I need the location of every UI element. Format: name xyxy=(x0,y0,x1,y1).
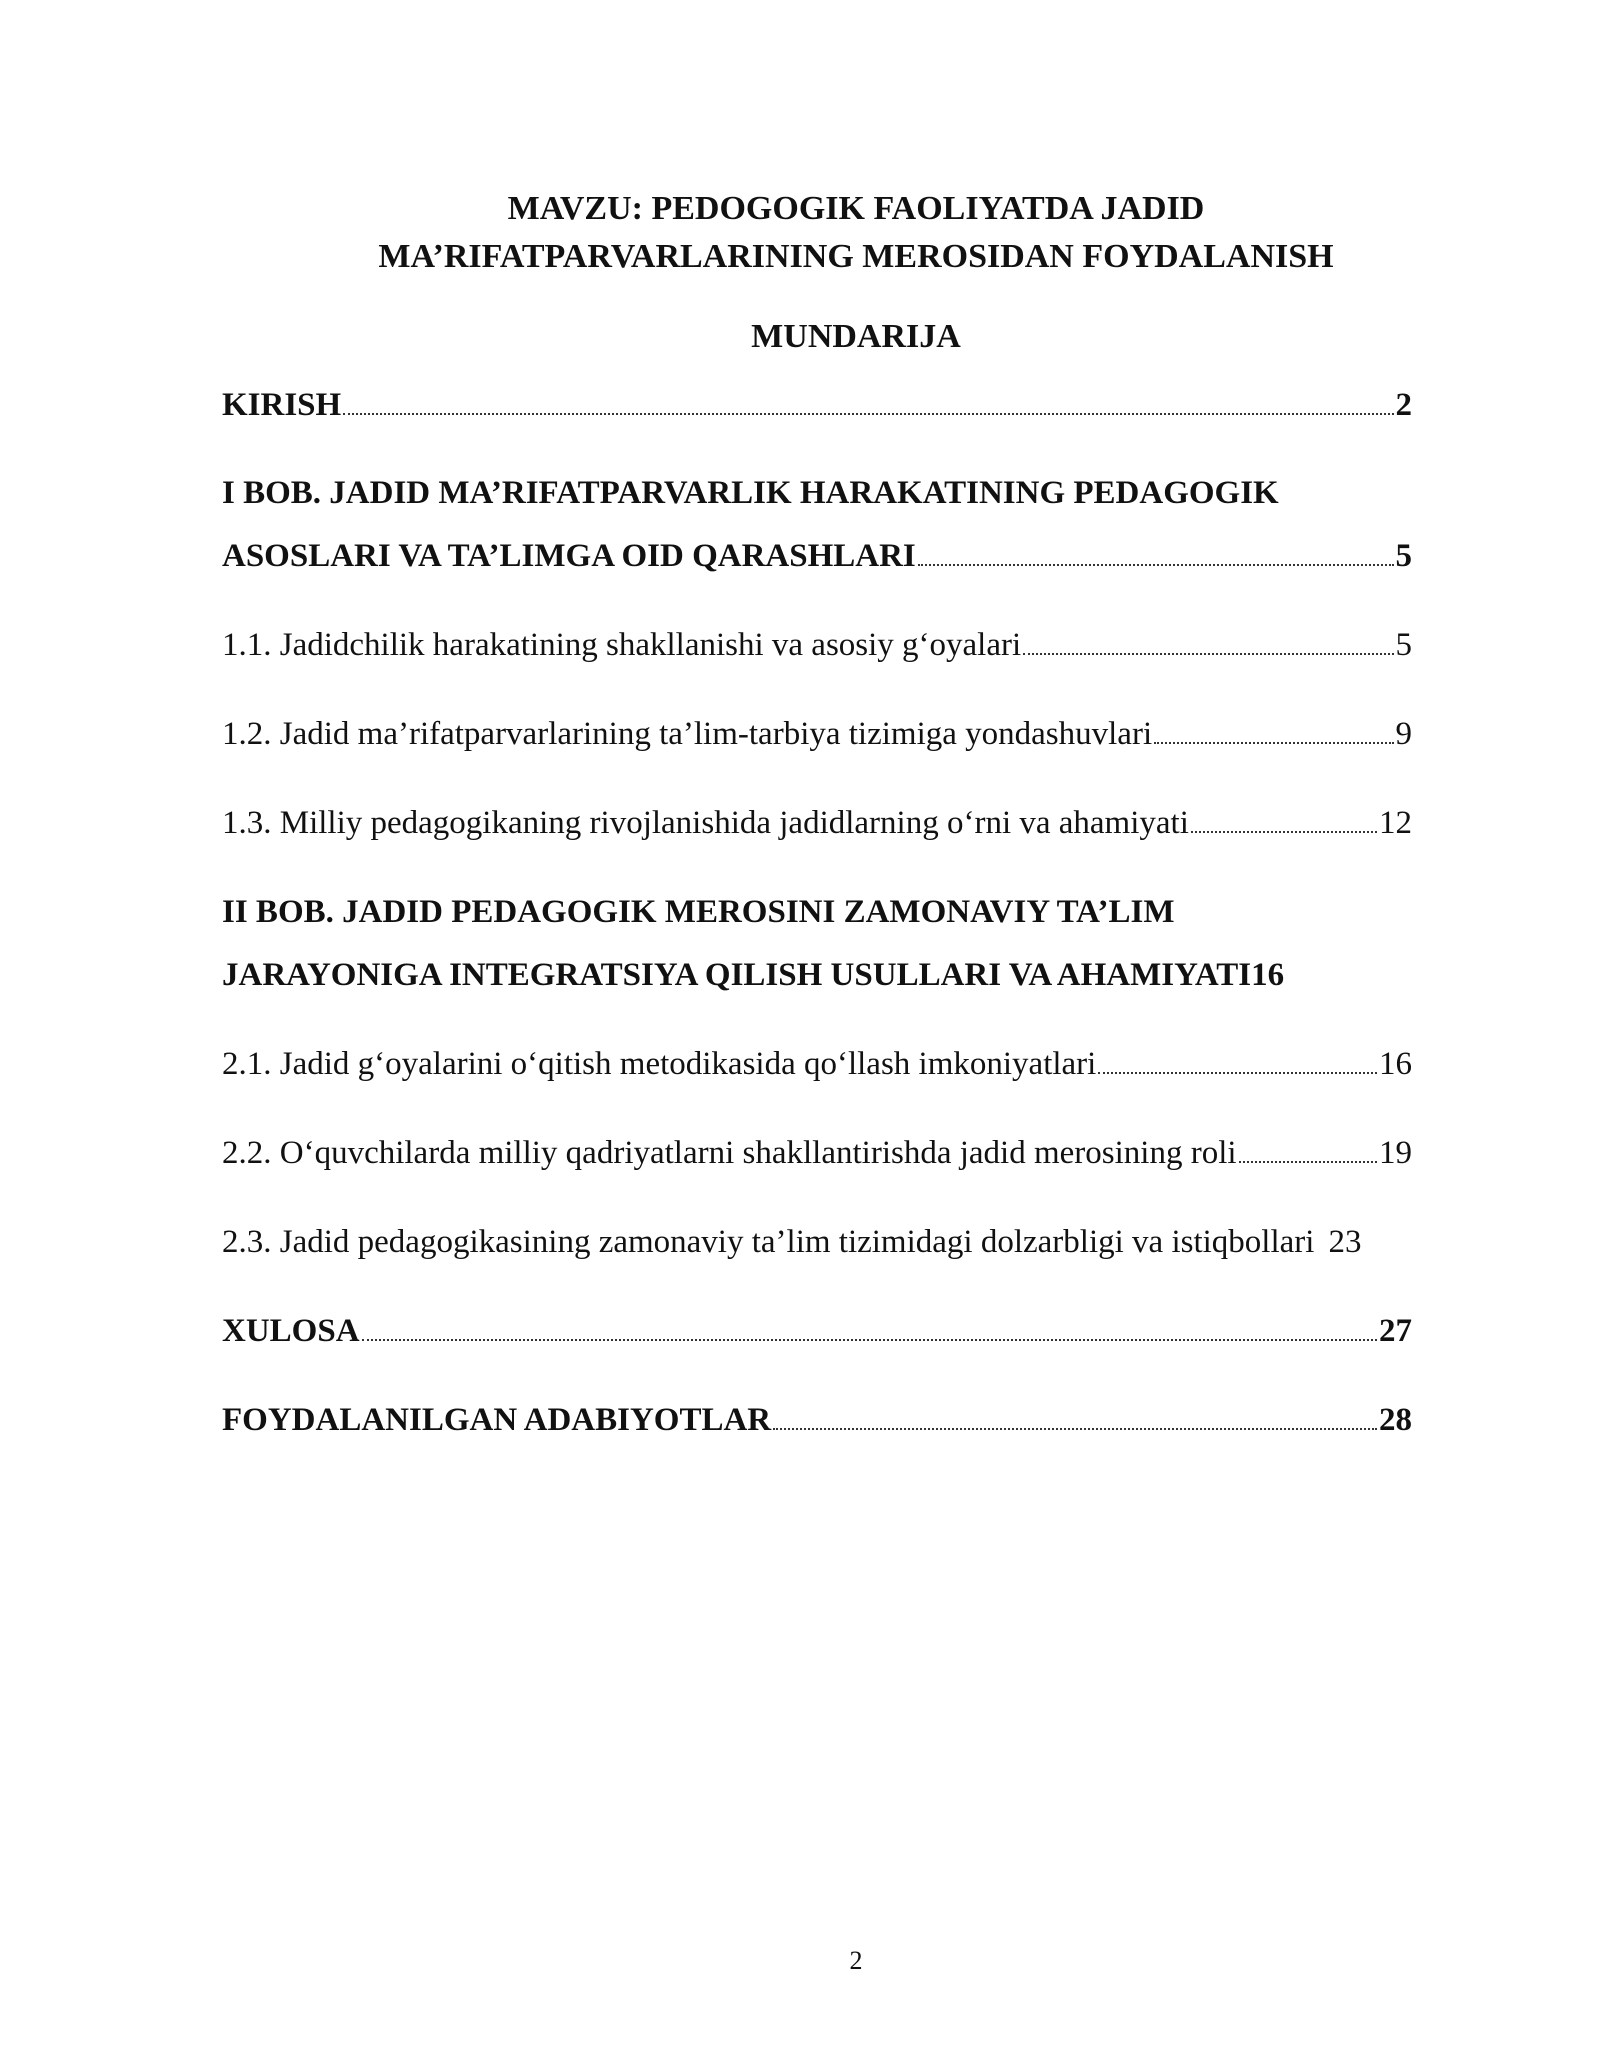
toc-entry-chapter-1-line-2[interactable] xyxy=(222,536,1412,576)
toc-entry-2-2[interactable] xyxy=(222,1133,1412,1173)
dot-leader xyxy=(918,563,1394,566)
dot-leader xyxy=(1154,741,1393,744)
toc-entry-references[interactable] xyxy=(222,1400,1412,1440)
toc-entry-label: 1.3. Milliy pedagogikaning rivojlanishida jadidlarning o‘rni va ahamiyati xyxy=(222,805,1189,841)
toc-entry-page: 16 xyxy=(1379,1046,1412,1082)
title-line-1: MAVZU: PEDOGOGIK FAOLIYATDA JADID xyxy=(507,190,1205,227)
toc-entry-label: KIRISH xyxy=(222,387,342,423)
toc-entry-2-1[interactable] xyxy=(222,1044,1412,1084)
title-line-2: MA’RIFATPARVARLARINING MEROSIDAN FOYDALANISH xyxy=(378,238,1334,275)
dot-leader xyxy=(362,1338,1377,1341)
toc-entry-page: 19 xyxy=(1379,1135,1412,1171)
toc-entry-label: 2.1. Jadid g‘oyalarini o‘qitish metodikasida qo‘llash imkoniyatlari xyxy=(222,1046,1097,1082)
toc-entry-1-1[interactable] xyxy=(222,625,1412,665)
dot-leader xyxy=(773,1427,1377,1430)
toc-entry-label: II BOB. JADID PEDAGOGIK MEROSINI ZAMONAVIY TA’LIM xyxy=(222,894,1175,930)
toc-entry-label: 2.2. O‘quvchilarda milliy qadriyatlarni shakllantirishda jadid merosining roli xyxy=(222,1135,1237,1171)
toc-entry-label: 1.1. Jadidchilik harakatining shakllanishi va asosiy g‘oyalari xyxy=(222,627,1022,663)
toc-entry-1-3[interactable] xyxy=(222,803,1412,843)
toc-entry-kirish[interactable] xyxy=(222,385,1412,425)
dot-leader xyxy=(1191,830,1377,833)
toc-entry-label: 1.2. Jadid ma’rifatparvarlarining ta’lim-tarbiya tizimiga yondashuvlari xyxy=(222,716,1153,752)
toc-entry-label: JARAYONIGA INTEGRATSIYA QILISH USULLARI VA AHAMIYATI xyxy=(222,957,1252,993)
dot-leader xyxy=(1239,1160,1377,1163)
toc-entry-xulosa[interactable] xyxy=(222,1311,1412,1351)
toc-entry-page: 23 xyxy=(1328,1224,1362,1260)
page-number: 2 xyxy=(849,1946,863,1975)
toc-entry-chapter-2-line-2[interactable] xyxy=(222,955,1284,995)
toc-entry-page: 28 xyxy=(1379,1402,1412,1438)
toc-entry-1-2[interactable] xyxy=(222,714,1412,754)
dot-leader xyxy=(343,412,1393,415)
toc-entry-label: FOYDALANILGAN ADABIYOTLAR xyxy=(222,1402,772,1438)
toc-entry-page: 2 xyxy=(1395,387,1412,423)
toc-entry-2-3[interactable] xyxy=(222,1222,1361,1262)
dot-leader xyxy=(1098,1071,1377,1074)
toc-entry-page: 12 xyxy=(1379,805,1412,841)
toc-entry-page: 5 xyxy=(1395,538,1412,574)
toc-entry-label: XULOSA xyxy=(222,1313,360,1349)
document-title xyxy=(0,185,1600,281)
toc-entry-page: 16 xyxy=(1251,957,1285,993)
toc-entry-chapter-2-line-1[interactable] xyxy=(222,892,1175,932)
toc-entry-page: 5 xyxy=(1395,627,1412,663)
toc-entry-chapter-1-line-1[interactable] xyxy=(222,473,1279,513)
toc-entry-label: ASOSLARI VA TA’LIMGA OID QARASHLARI xyxy=(222,538,916,574)
toc-entry-page: 9 xyxy=(1395,716,1412,752)
contents-heading: MUNDARIJA xyxy=(751,318,961,355)
toc-entry-page: 27 xyxy=(1379,1313,1412,1349)
toc-entry-label: 2.3. Jadid pedagogikasining zamonaviy ta’lim tizimidagi dolzarbligi va istiqbollari xyxy=(222,1224,1315,1260)
dot-leader xyxy=(1023,652,1393,655)
toc-entry-label: I BOB. JADID MA’RIFATPARVARLIK HARAKATINING PEDAGOGIK xyxy=(222,475,1279,511)
